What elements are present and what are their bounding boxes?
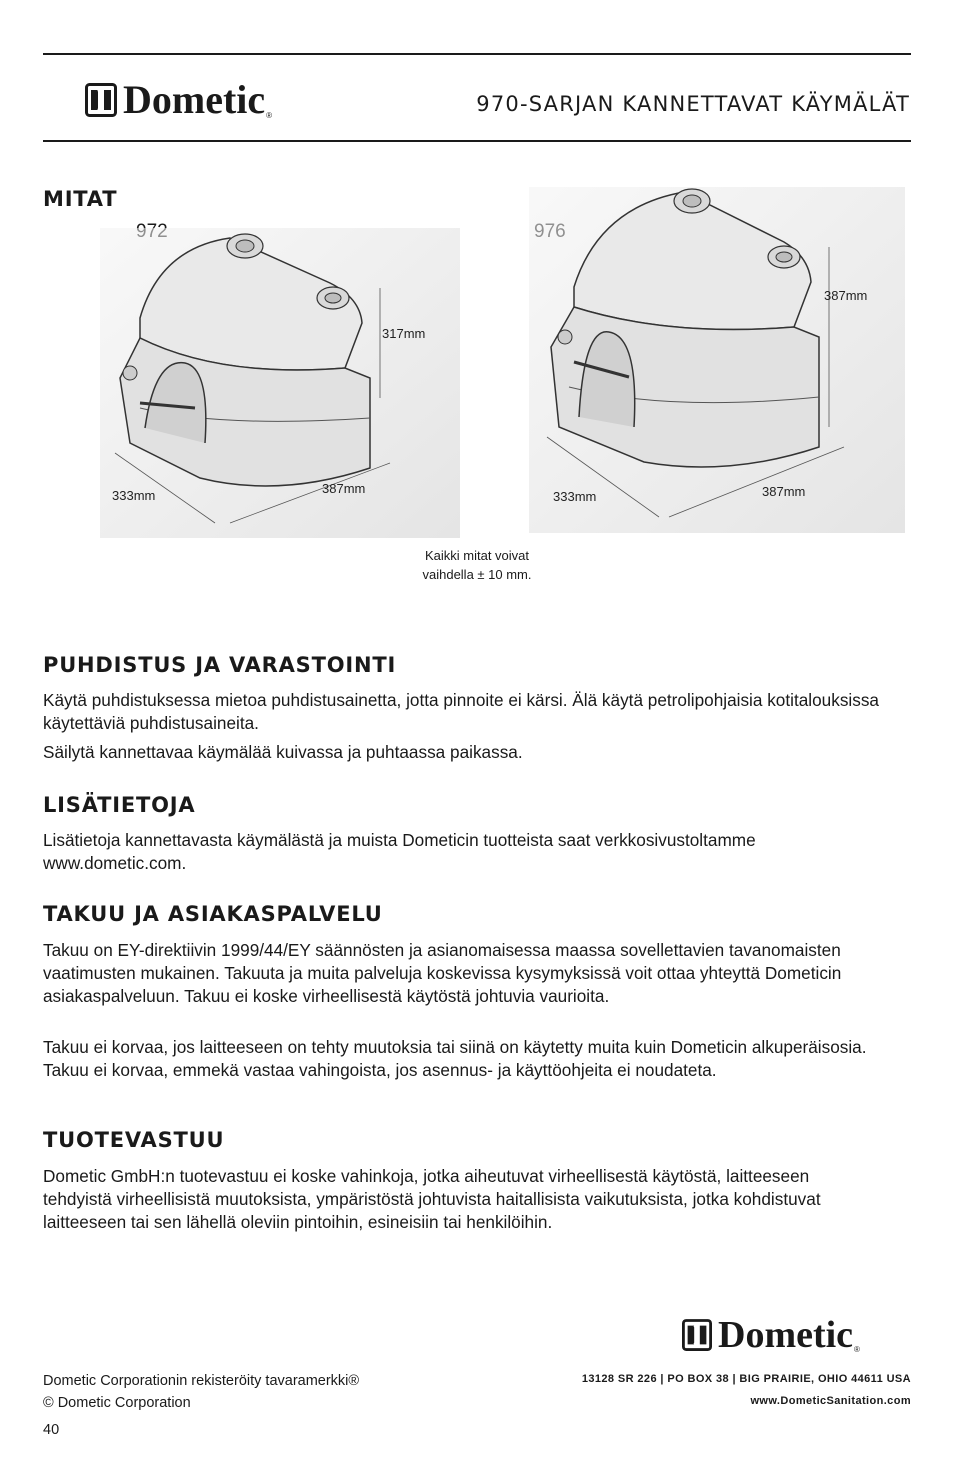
header-bottom-rule xyxy=(43,140,911,142)
footer-logo-wordmark: Dometic xyxy=(718,1314,854,1356)
logo-wordmark: Dometic xyxy=(123,77,266,122)
paragraph: Käytä puhdistuksessa mietoa puhdistusainetta, jotta pinnoite ei kärsi. Älä käytä petrolipohjaisia kotitalouksissa käytettäviä puhdistusaineita. xyxy=(43,690,879,733)
toilet-976-illustration xyxy=(529,187,905,533)
dim-972-depth: 333mm xyxy=(112,488,156,503)
footer-trademark: Dometic Corporationin rekisteröity tavaramerkki® xyxy=(43,1373,360,1389)
footer-address: 13128 SR 226 | PO BOX 38 | BIG PRAIRIE, OHIO 44611 USA xyxy=(581,1373,911,1385)
dim-972-height: 317mm xyxy=(382,326,426,341)
paragraph: Lisätietoja kannettavasta käymälästä ja muista Dometicin tuotteista saat verkkosivustoltamme www.dometic.com. xyxy=(43,830,756,873)
dimensions-note-line2: vaihdella ± 10 mm. xyxy=(422,567,532,582)
dometic-logo xyxy=(85,77,273,122)
footer-dometic-logo-icon xyxy=(682,1319,712,1351)
dim-972-width: 387mm xyxy=(322,481,366,496)
section-heading-mitat: MITAT xyxy=(43,187,118,211)
dimensions-note-line1: Kaikki mitat voivat xyxy=(424,548,530,563)
paragraph: Säilytä kannettavaa käymälää kuivassa ja puhtaassa paikassa. xyxy=(43,742,523,762)
footer-registered-mark: ® xyxy=(854,1345,860,1354)
document-title: 970-SARJAN KANNETTAVAT KÄYMÄLÄT xyxy=(476,92,910,116)
footer-copyright: © Dometic Corporation xyxy=(43,1395,191,1411)
paragraph: Takuu on EY-direktiivin 1999/44/EY säännösten ja asianomaisessa maassa sovellettavien tavanomaisten vaatimusten mukainen. Takuuta ja muita palveluja koskevissa kysymyksissä voit ottaa yhteyttä Dometicin asiakaspalveluun. Takuu ei koske virheellisestä käytöstä johtuvia vaurioita. xyxy=(43,940,842,1006)
section-heading-tuotevastuu: TUOTEVASTUU xyxy=(43,1128,225,1152)
footer-legal xyxy=(43,1370,359,1414)
section-heading-lisatietoja: LISÄTIETOJA xyxy=(43,793,196,817)
dim-976-width: 387mm xyxy=(762,484,806,499)
toilet-972-illustration xyxy=(100,228,460,538)
footer-dometic-logo xyxy=(682,1316,860,1354)
paragraph: Dometic GmbH:n tuotevastuu ei koske vahinkoja, jotka aiheutuvat virheellisestä käytöstä, laitteeseen tehdyistä virheellisistä muutoksista, ympäristöstä johtuvista haitallisista vaikutuksista, jotka kohdistuvat laitteeseen tai sen lähellä oleviin pintoihin, esineisiin tai henkilöihin. xyxy=(43,1166,821,1232)
footer-website-link[interactable]: www.DometicSanitation.com xyxy=(750,1395,911,1407)
header-top-rule xyxy=(43,53,911,55)
section-heading-takuu: TAKUU JA ASIAKASPALVELU xyxy=(43,902,383,926)
registered-mark: ® xyxy=(266,111,273,120)
page-number: 40 xyxy=(43,1422,60,1438)
dometic-logo-icon xyxy=(85,83,117,117)
dim-976-depth: 333mm xyxy=(553,489,597,504)
section-heading-puhdistus: PUHDISTUS JA VARASTOINTI xyxy=(43,653,397,677)
dimensions-note xyxy=(390,546,564,584)
dim-976-height: 387mm xyxy=(824,288,868,303)
paragraph: Takuu ei korvaa, jos laitteeseen on tehty muutoksia tai siinä on käytetty muita kuin Dometicin alkuperäisosia. Takuu ei korvaa, emmekä vastaa vahingoista, jos asennus- ja käyttöohjeita ei noudateta. xyxy=(43,1037,867,1080)
